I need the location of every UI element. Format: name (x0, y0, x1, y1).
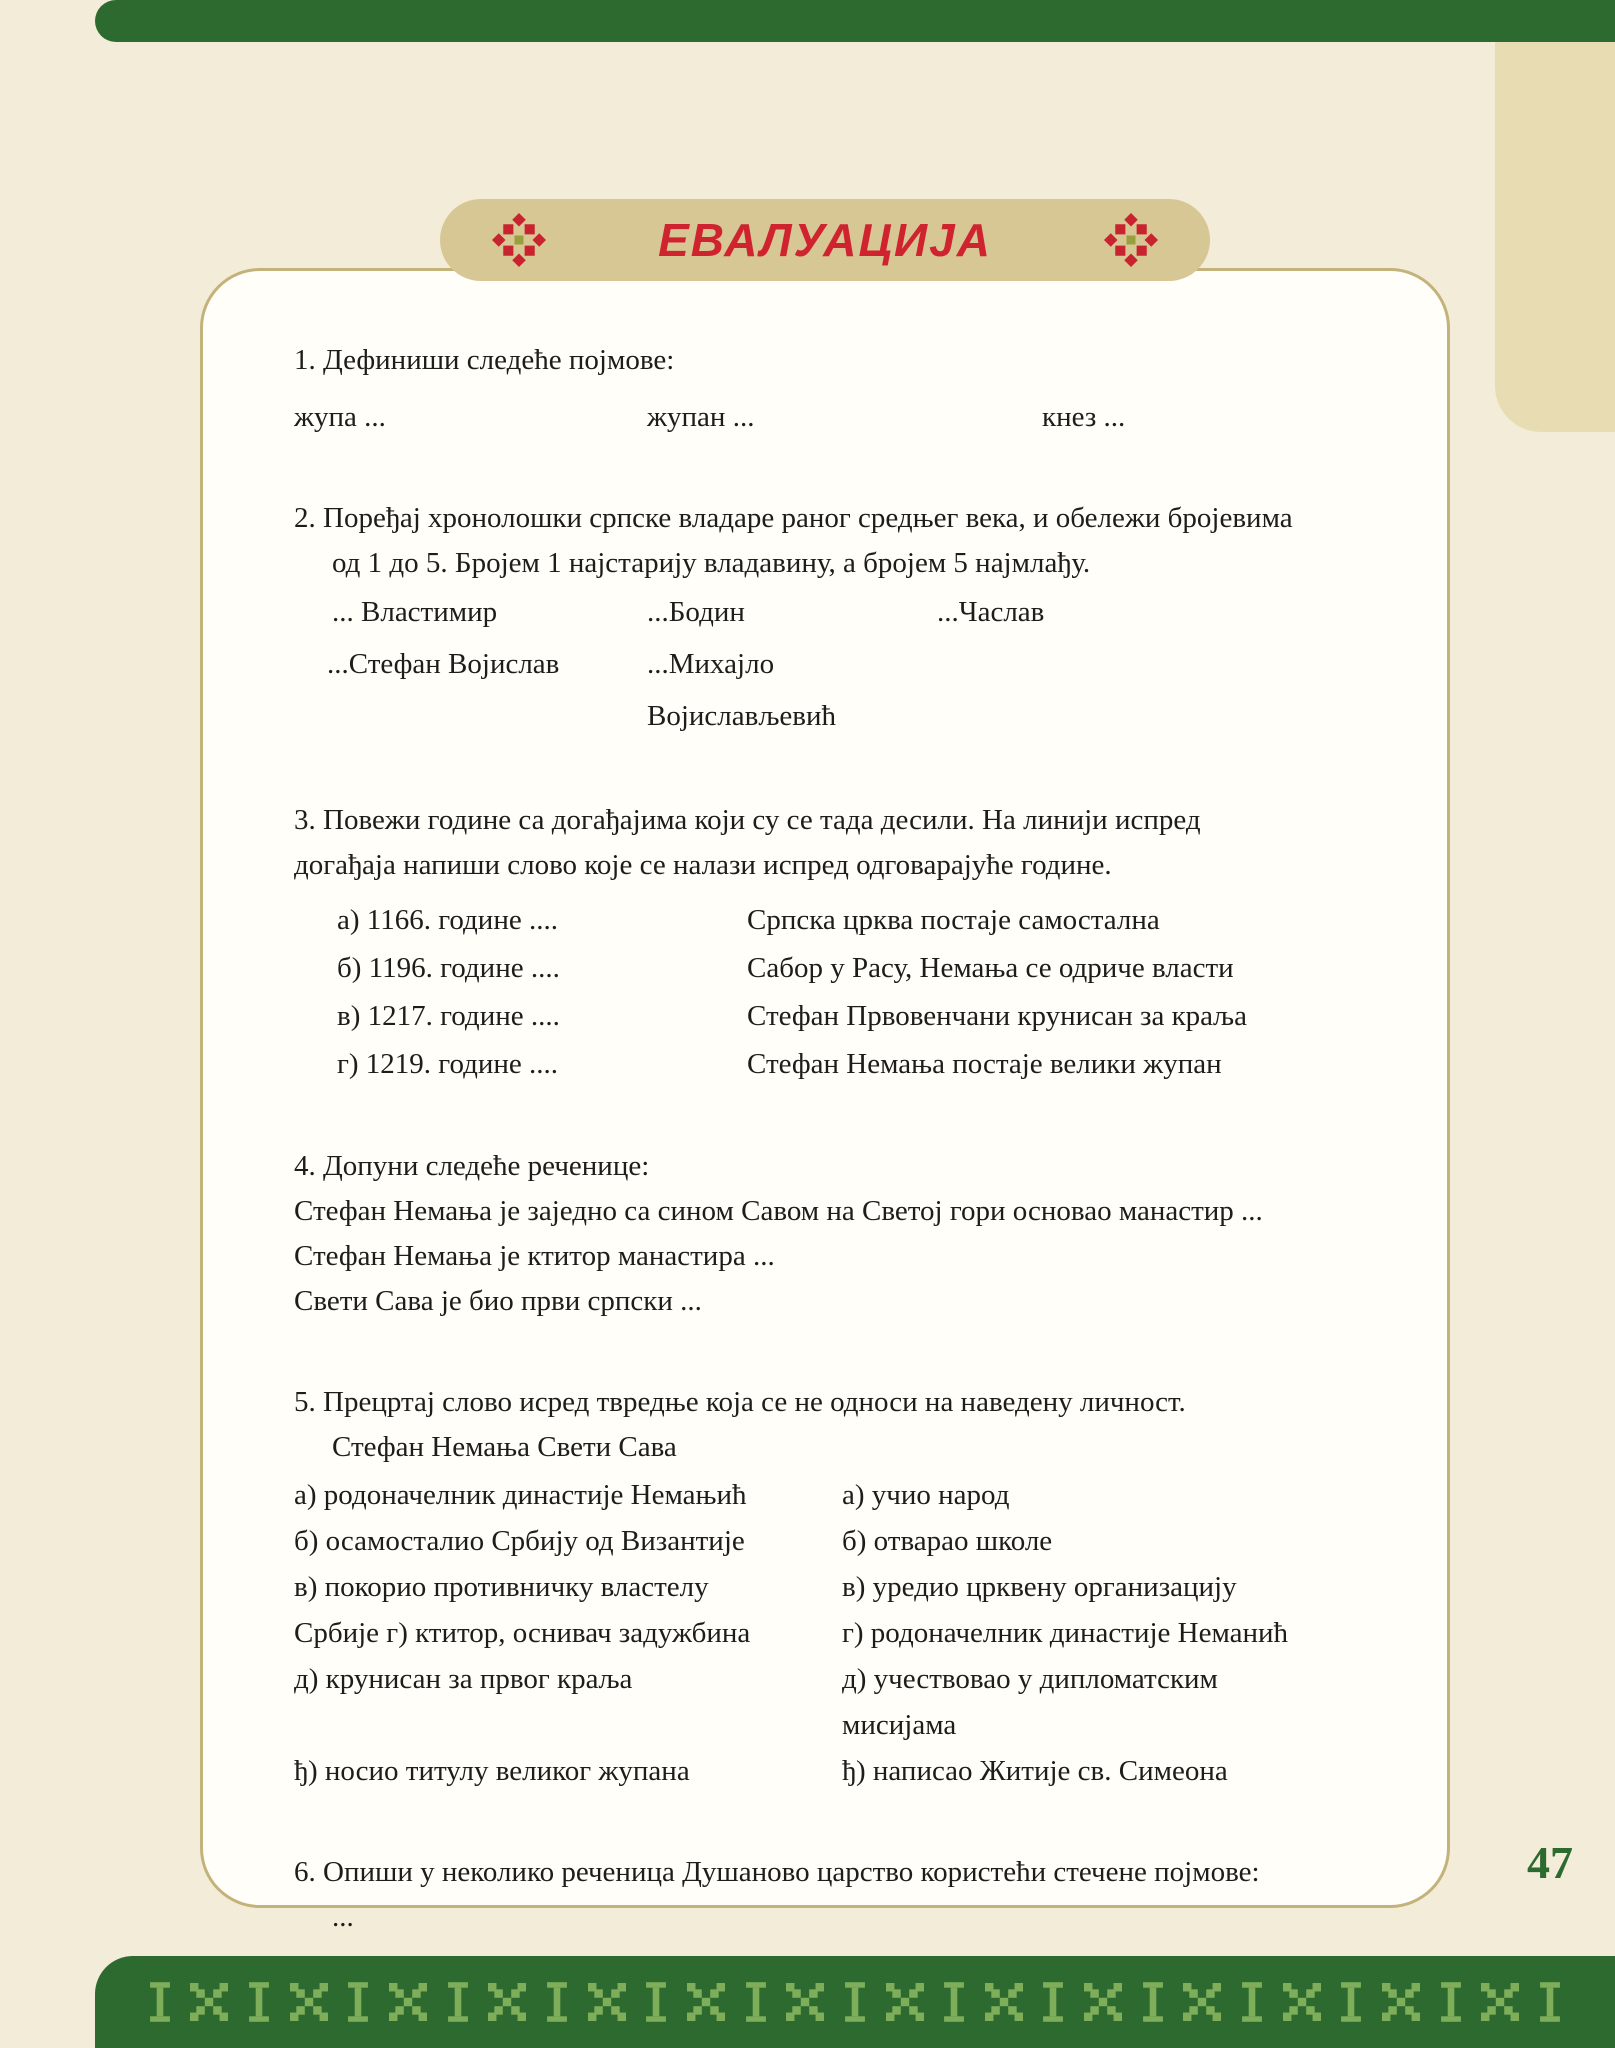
term-knez: кнез ... (1042, 401, 1126, 433)
stitch-bar-icon (943, 1982, 965, 2022)
stitch-star-icon (389, 1983, 427, 2021)
fill-in-sentence: Стефан Немања је ктитор манастира ... (294, 1240, 775, 1272)
exercise-1-terms (294, 395, 1388, 440)
stitch-star-icon (190, 1983, 228, 2021)
statement-row (294, 1472, 1388, 1518)
statement-row (294, 1656, 1388, 1702)
stitch-bar-icon (1142, 1982, 1164, 2022)
top-green-bar (95, 0, 1615, 42)
statement-left: Србије г) ктитор, оснивач задужбина (294, 1617, 751, 1649)
stitch-star-icon (985, 1983, 1023, 2021)
kilim-ornament-icon (492, 213, 546, 267)
exercise-2-title: 2. Поређај хронолошки српске владаре раног средњег века, и обележи бројевима (294, 502, 1293, 534)
stitch-star-icon (786, 1983, 824, 2021)
stitch-bar-icon (1042, 1982, 1064, 2022)
event-text: Стефан Немања постаје велики жупан (747, 1048, 1222, 1080)
ruler-vlastimir: ... Властимир (332, 596, 498, 628)
ruler-mihajlo-vojislavljevic: ...Михајло Војислављевић (647, 648, 836, 732)
statement-right: г) родоначелник династије Неманић (842, 1617, 1289, 1649)
stitch-star-icon (1084, 1983, 1122, 2021)
stitch-star-icon (1283, 1983, 1321, 2021)
exercise-5-title: 5. Прецртај слово исред твредње која се не односи на наведену личност. (294, 1386, 1186, 1418)
statement-left (294, 1702, 842, 1748)
exercise-4-title: 4. Допуни следеће реченице: (294, 1150, 650, 1182)
stitch-bar-icon (447, 1982, 469, 2022)
statement-right: ђ) написао Житије св. Симеона (842, 1755, 1228, 1787)
event-text: Стефан Првовенчани крунисан за краља (747, 1000, 1247, 1032)
exercise-3-title: 3. Повежи године са догађајима који су се тада десили. На линији испред (294, 804, 1201, 836)
statement-right: д) учествовао у дипломатским (842, 1663, 1218, 1695)
stitch-bar-icon (248, 1982, 270, 2022)
statement-left: д) крунисан за првог краља (294, 1663, 633, 1695)
ruler-caslav: ...Часлав (937, 596, 1045, 628)
exercise-3 (294, 798, 1388, 1088)
stitch-bar-icon (546, 1982, 568, 2022)
statement-left: б) осамосталио Србију од Византије (294, 1525, 745, 1557)
stitch-bar-icon (645, 1982, 667, 2022)
stitch-bar-icon (149, 1982, 171, 2022)
exercise-3-title-cont: догађаја напиши слово које се налази испред одговарајуће године. (294, 849, 1112, 881)
year-option-g: г) 1219. године .... (337, 1048, 559, 1080)
stitch-star-icon (1183, 1983, 1221, 2021)
exercise-6-title: 6. Опиши у неколико реченица Душаново царство користећи стечене појмове: (294, 1856, 1260, 1888)
year-option-a: а) 1166. године .... (337, 904, 558, 936)
footer-pattern (95, 1956, 1615, 2048)
exercise-2-rulers-row-2 (294, 638, 1388, 742)
exercise-2-rulers-row-1 (294, 586, 1388, 638)
exercise-2-title-cont: од 1 до 5. Бројем 1 најстарију владавину, а бројем 5 најмлађу. (332, 547, 1091, 579)
event-text: Сабор у Расу, Немања се одриче власти (747, 952, 1234, 984)
stitch-bar-icon (1539, 1982, 1561, 2022)
statement-row (294, 1518, 1388, 1564)
stitch-bar-icon (1440, 1982, 1462, 2022)
statement-right: б) отварао школе (842, 1525, 1053, 1557)
year-event-row (294, 1040, 1388, 1088)
year-option-v: в) 1217. године .... (337, 1000, 560, 1032)
exercise-2 (294, 496, 1388, 742)
statement-right: мисијама (842, 1709, 957, 1741)
exercise-1-title: 1. Дефиниши следеће појмове: (294, 344, 675, 376)
statement-left: а) родоначелник династије Немањић (294, 1479, 747, 1511)
stitch-bar-icon (1241, 1982, 1263, 2022)
stitch-star-icon (1481, 1983, 1519, 2021)
fill-in-sentence: Стефан Немања је заједно са сином Савом на Светој гори основао манастир ... (294, 1195, 1263, 1227)
stitch-star-icon (290, 1983, 328, 2021)
kilim-ornament-icon (1104, 213, 1158, 267)
exercises (206, 274, 1444, 1933)
stitch-bar-icon (347, 1982, 369, 2022)
statement-row (294, 1748, 1388, 1794)
statement-right: а) учио народ (842, 1479, 1010, 1511)
exercise-4 (294, 1144, 1388, 1324)
top-right-tab (1495, 42, 1615, 432)
exercise-5-columns (294, 1472, 1388, 1794)
footer-band (95, 1956, 1615, 2048)
exercise-3-pairs (294, 896, 1388, 1088)
content-card (200, 214, 1450, 1933)
statement-right: в) уредио црквену организацију (842, 1571, 1237, 1603)
stitch-star-icon (886, 1983, 924, 2021)
exercise-1 (294, 338, 1388, 440)
stitch-star-icon (687, 1983, 725, 2021)
exercise-6 (294, 1850, 1388, 1940)
ruler-bodin: ...Бодин (647, 596, 745, 628)
statement-left: ђ) носио титулу великог жупана (294, 1755, 690, 1787)
page-number: 47 (1527, 1837, 1573, 1888)
stitch-bar-icon (1340, 1982, 1362, 2022)
statement-row (294, 1610, 1388, 1656)
term-zupa: жупа ... (294, 401, 386, 433)
exercise-6-answer-dots: ... (332, 1901, 354, 1933)
fill-in-sentence: Свети Сава је био први српски ... (294, 1285, 702, 1317)
stitch-star-icon (1382, 1983, 1420, 2021)
term-zupan: жупан ... (647, 401, 755, 433)
stitch-star-icon (588, 1983, 626, 2021)
statement-left: в) покорио противничку властелу (294, 1571, 709, 1603)
exercise-5 (294, 1380, 1388, 1794)
stitch-bar-icon (844, 1982, 866, 2022)
ruler-stefan-vojislav: ...Стефан Војислав (327, 648, 560, 680)
year-event-row (294, 992, 1388, 1040)
year-event-row (294, 944, 1388, 992)
exercise-5-subtitle: Стефан Немања Свети Сава (332, 1431, 677, 1463)
stitch-star-icon (488, 1983, 526, 2021)
statement-row (294, 1702, 1388, 1748)
page-title: ЕВАЛУАЦИЈА (658, 214, 992, 266)
event-text: Српска црква постаје самостална (747, 904, 1160, 936)
statement-row (294, 1564, 1388, 1610)
year-option-b: б) 1196. године .... (337, 952, 560, 984)
stitch-bar-icon (745, 1982, 767, 2022)
year-event-row (294, 896, 1388, 944)
header-banner (440, 199, 1210, 281)
